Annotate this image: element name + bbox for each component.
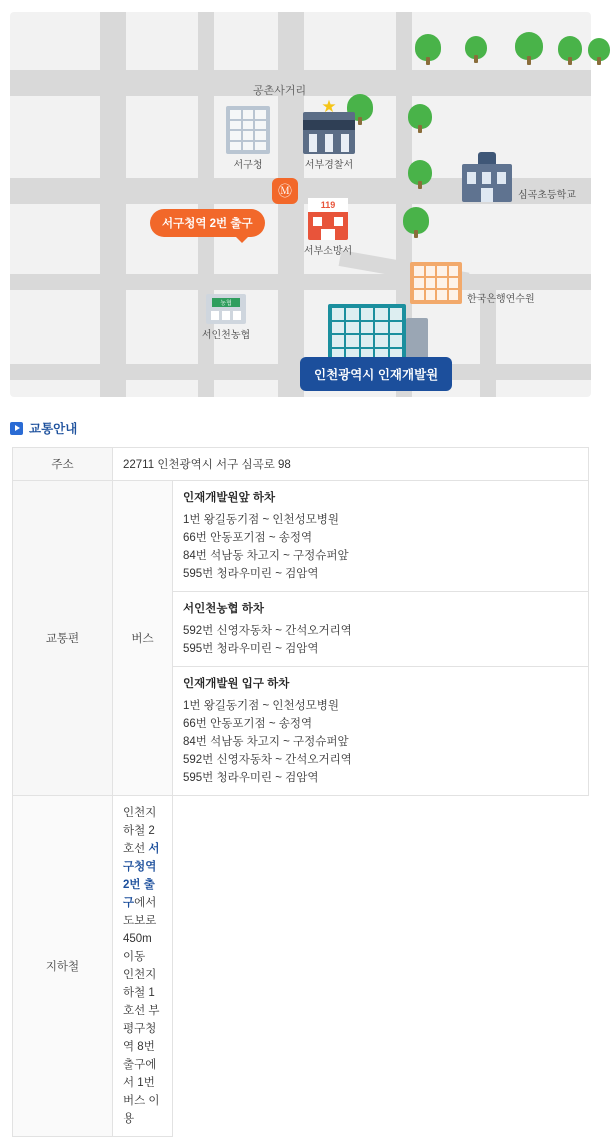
bus-block-title: 인재개발원 입구 하차 — [183, 678, 290, 690]
subway-route — [123, 804, 162, 966]
bus-route: 595번 청라우미린 ~ 검암역 — [183, 568, 319, 580]
address-label: 주소 — [13, 448, 113, 481]
triangle-right-icon — [10, 422, 23, 435]
section-heading-transport — [10, 419, 77, 437]
location-map — [10, 12, 591, 397]
bus-block-title: 인재개발원앞 하차 — [183, 492, 276, 504]
building-seogu-office — [226, 106, 270, 171]
subway-route-pre: 인천지하철 2호선 — [123, 807, 157, 855]
address-value: 22711 인천광역시 서구 심곡로 98 — [113, 448, 589, 481]
table-row-address — [13, 448, 589, 481]
bus-route: 592번 신영자동차 ~ 간석오거리역 — [183, 754, 352, 766]
road-vertical-left — [100, 12, 126, 397]
subway-station-icon: Ⓜ — [272, 178, 298, 204]
bus-block-title: 서인천농협 하차 — [183, 603, 264, 615]
bus-route: 595번 청라우미린 ~ 검암역 — [183, 772, 319, 784]
building-west-fire-station — [303, 198, 353, 257]
section-title: 교통안내 — [29, 422, 78, 436]
tree-icon — [465, 36, 487, 66]
building-simgok-elementary-school — [462, 164, 576, 202]
bus-route: 1번 왕길동기점 ~ 인천성모병원 — [183, 700, 340, 712]
tree-icon — [588, 38, 610, 68]
building-destination — [328, 304, 406, 364]
building-label: 서부소방서 — [303, 246, 353, 257]
building-bank-of-korea-training-center — [410, 262, 535, 305]
subway-route-post: 에서 도보로 450m 이동 — [123, 897, 157, 963]
tree-icon — [415, 34, 441, 68]
road-vertical-center — [278, 12, 304, 397]
building-label: 한국은행연수원 — [467, 294, 535, 305]
bus-route: 84번 석남동 차고지 ~ 구정슈퍼앞 — [183, 736, 349, 748]
bus-route: 592번 신영자동차 ~ 간석오거리역 — [183, 625, 352, 637]
table-row-bus-1 — [13, 481, 589, 592]
tree-icon — [403, 207, 429, 241]
tree-icon — [558, 36, 582, 68]
station-exit-bubble: 서구청역 2번 출구 — [150, 209, 265, 237]
building-west-police-station — [303, 97, 355, 171]
building-label: 서부경찰서 — [304, 160, 354, 171]
transport-info-table — [12, 447, 589, 1137]
bus-route: 84번 석남동 차고지 ~ 구정슈퍼앞 — [183, 550, 349, 562]
subway-block — [113, 796, 173, 1137]
building-label: 심곡초등학교 — [518, 190, 576, 201]
building-label: 서인천농협 — [201, 330, 251, 341]
star-icon: ★ — [321, 97, 337, 116]
tree-icon — [408, 104, 432, 136]
fire-station-number: 119 — [308, 198, 348, 212]
building-seoincheon-nonghyup — [201, 294, 251, 341]
tree-icon — [515, 32, 543, 68]
transport-label: 교통편 — [13, 481, 113, 796]
subway-route: 인천지하철 1호선 부평구청역 8번 출구에서 1번 버스 이용 — [123, 969, 160, 1125]
bus-route: 66번 안동포기점 ~ 송정역 — [183, 532, 313, 544]
table-row-subway — [13, 796, 589, 1137]
nonghyup-sign: 농협 — [212, 298, 240, 307]
bus-label: 버스 — [113, 481, 173, 796]
intersection-label: 공촌사거리 — [253, 85, 307, 97]
bus-route: 66번 안동포기점 ~ 송정역 — [183, 718, 313, 730]
building-label: 서구청 — [233, 160, 263, 171]
subway-route-highlight: 서구청역 2번 출구 — [123, 843, 160, 909]
bus-block — [173, 667, 589, 796]
destination-bubble: 인천광역시 인재개발원 — [300, 357, 452, 391]
bus-block — [173, 592, 589, 667]
bus-block — [173, 481, 589, 592]
tree-icon — [408, 160, 432, 192]
subway-label: 지하철 — [13, 796, 113, 1137]
bus-route: 1번 왕길동기점 ~ 인천성모병원 — [183, 514, 340, 526]
bus-route: 595번 청라우미린 ~ 검암역 — [183, 643, 319, 655]
